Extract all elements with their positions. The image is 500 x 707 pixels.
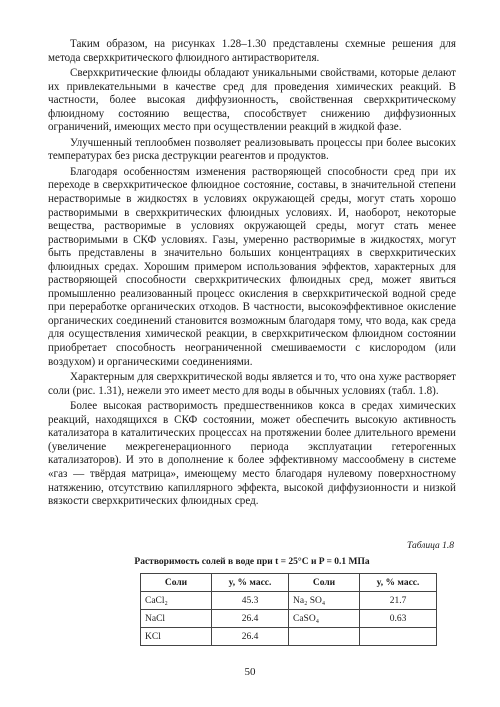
column-header: y, % масс. [212, 574, 289, 592]
table-title: Растворимость солей в воде при t = 25°С и P = 0.1 МПа [134, 557, 370, 567]
paragraph: Более высокая растворимость предшественников кокса в средах химических реакций, находящихся в СКФ состоянии, может обеспечить высокую активность катализатора в каталитических процессах на протяжении более длительного времени (увеличение межрегенерационного периода эксплуатации гетерогенных катализаторов). И это в дополнение к более эффективному массообмену в системе «газ — твёрдая матрица», имеющему место благодаря нулевому поверхностному натяжению, отсутствию капиллярного эффекта, высокой диффузионности и низкой вязкости сверхкритических флюидных сред. [48, 400, 456, 508]
salt-name-cell: Na₂ SO₄ [289, 592, 360, 610]
column-header: Соли [289, 574, 360, 592]
solubility-cell: 0.63 [360, 610, 437, 628]
solubility-cell: 45.3 [212, 592, 289, 610]
table-row [141, 610, 437, 628]
salt-name-cell: CaCl₂ [141, 592, 212, 610]
paragraph: Таким образом, на рисунках 1.28–1.30 представлены схемные решения для метода сверхкритического флюидного антирастворителя. [48, 38, 456, 64]
solubility-table [140, 573, 437, 646]
table-row [141, 628, 437, 646]
page-number: 50 [244, 666, 256, 678]
paragraph: Сверхкритические флюиды обладают уникальными свойствами, которые делают их привлекательными в качестве сред для проведения химических реакций. В частности, более высокая диффузионность, свойственная сверхкритическому флюидному состоянию вещества, способствует снижению диффузионных ограничений, имеющих место при осуществлении реакций в жидкой фазе. [48, 67, 456, 134]
paragraph: Благодаря особенностям изменения растворяющей способности сред при их переходе в сверхкритическое флюидное состояние, составы, в значительной степени нерастворимые в жидкостях в условиях окружающей среды, могут стать хорошо растворимыми в сверхкритических флюидных условиях. И, наоборот, некоторые вещества, растворимые в условиях окружающей среды, могут стать менее растворимыми в СКФ условиях. Газы, умеренно растворимые в жидкостях, могут быть представлены в значительно больших концентрациях в сверхкритических флюидных средах. Хорошим примером использования эффектов, характерных для растворяющей способности сверхкритических флюидных сред, может явиться промышленно реализованный процесс окисления в сверхкритической водной среде при переработке органических отходов. В частности, высокоэффективное окисление органических соединений становится возможным благодаря тому, что вода, как среда для осуществления химической реакции, в сверхкритическом флюидном состоянии приобретает способность неограниченной смешиваемости с кислородом (или воздухом) и органическими соединениями. [48, 165, 456, 368]
paragraph: Характерным для сверхкритической воды является и то, что она хуже растворяет соли (рис. 1.31), нежели это имеет место для воды в обычных условиях (табл. 1.8). [48, 371, 456, 397]
salt-name-cell [289, 628, 360, 646]
salt-name-cell: KCl [141, 628, 212, 646]
body-text [48, 38, 456, 511]
salt-name-cell: CaSO₄ [289, 610, 360, 628]
solubility-cell [360, 628, 437, 646]
salt-name-cell: NaCl [141, 610, 212, 628]
solubility-cell: 21.7 [360, 592, 437, 610]
table-caption: Таблица 1.8 [407, 541, 454, 551]
paragraph: Улучшенный теплообмен позволяет реализовывать процессы при более высоких температурах без риска деструкции реагентов и продуктов. [48, 136, 456, 163]
column-header: Соли [141, 574, 212, 592]
table-header-row [141, 574, 437, 592]
table-row [141, 592, 437, 610]
column-header: y, % масс. [360, 574, 437, 592]
solubility-cell: 26.4 [212, 610, 289, 628]
solubility-cell: 26.4 [212, 628, 289, 646]
